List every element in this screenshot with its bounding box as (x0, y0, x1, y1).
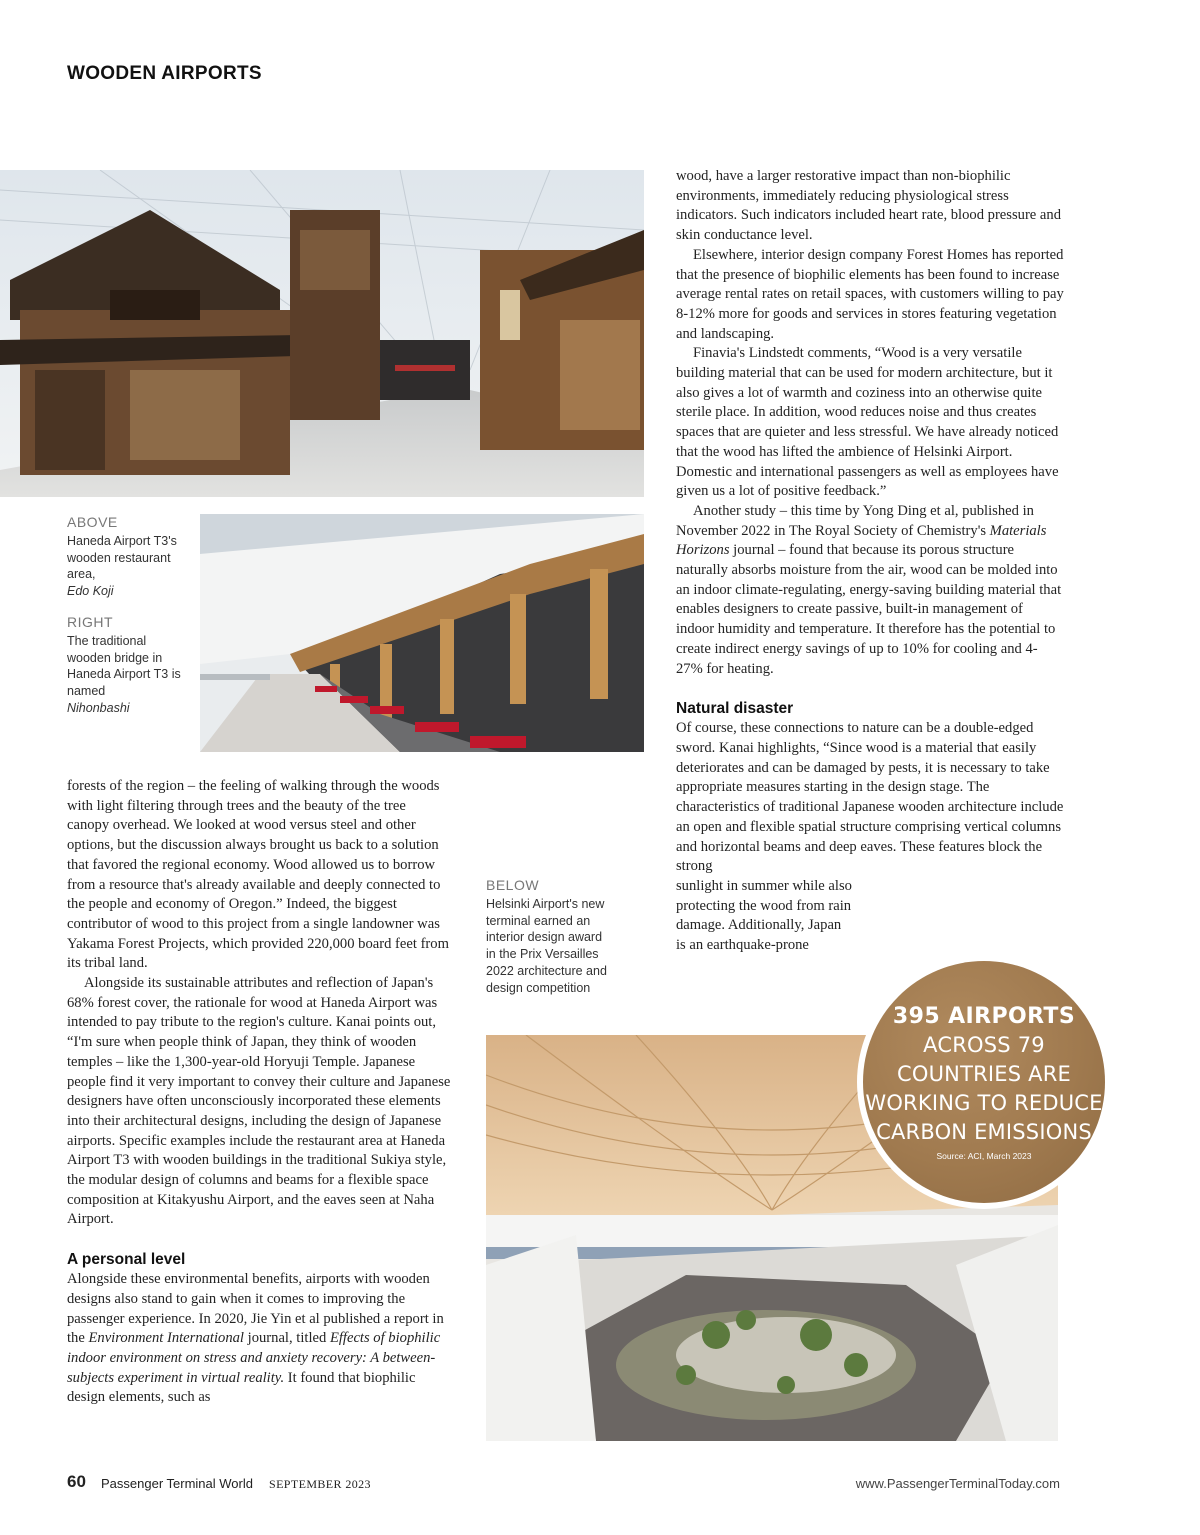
stat-source: Source: ACI, March 2023 (936, 1151, 1032, 1161)
caption-below (486, 877, 608, 996)
caption-right-credit: Nihonbashi (67, 700, 130, 715)
caption-above-text: Haneda Airport T3's wooden restaurant area, (67, 534, 177, 582)
right-paragraph: Elsewhere, interior design company Forest Homes has reported that the presence of biophilic elements has been found to increase average rental rates on retail spaces, with customers willing to pay 8-12% more for goods and services in stores featuring vegetation and landscaping. (676, 246, 1064, 342)
right-paragraph: Finavia's Lindstedt comments, “Wood is a very versatile building material that can be used for modern architecture, but it also gives a lot of warmth and coziness into an otherwise quite sterile place. In addition, wood reduces noise and thus creates spaces that are quieter and less stressful. We have already noticed that the wood has lifted the ambience of Helsinki Airport. Domestic and international passengers as well as employees have given us a lot of positive feedback.” (676, 345, 1059, 500)
caption-above-label: ABOVE (67, 514, 118, 530)
right-paragraph: Another study – this time by Yong Ding et al, published in November 2022 in The Royal Society of Chemistry's Materials Horizons journal – found that because its porous structure naturally absorbs moisture from the air, wood can be molded into an indoor climate-regulating, energy-saving building material that enables designers to create passive, built-in management of indoor humidity and temperature. It therefore has the potential to create indirect energy savings of up to 10% for cooling and 4-27% for heating. (676, 502, 1062, 677)
photo-haneda-restaurant (0, 170, 644, 497)
caption-right-text: The traditional wooden bridge in Haneda Airport T3 is named (67, 633, 181, 698)
stat-line: COUNTRIES ARE (897, 1062, 1071, 1086)
right-wrap-line: protecting the wood from rain (676, 897, 852, 914)
caption-right-label: RIGHT (67, 613, 114, 630)
right-paragraph: Of course, these connections to nature can be a double-edged sword. Kanai highlights, “Since wood is a material that easily deteriorates and can be damaged by pests, it is necessary to take appropriate measures starting in the design stage. The characteristics of traditional Japanese wooden architecture include an open and flexible spatial structure comprising vertical columns and horizontal beams and deep eaves. These features block the strong (676, 720, 1064, 875)
photo-nihonbashi-bridge (200, 514, 644, 752)
issue-date: SEPTEMBER 2023 (269, 1477, 371, 1491)
left-paragraph: forests of the region – the feeling of walking through the woods with light filtering through trees and the beauty of the tree canopy overhead. We looked at wood versus steel and other options, but the discussion always brought us back to a solution that favored the regional economy. Wood allowed us to borrow from a resource that's already available and deeply connected to the people and economy of Oregon.” Indeed, the biggest contributor of wood to this project from a single landowner was Yakama Forest Projects, which provided 220,000 board feet from its tribal land. (67, 778, 449, 972)
subheading-natural-disaster: Natural disaster (676, 700, 794, 718)
publication-name: Passenger Terminal World (101, 1476, 253, 1491)
section-title: WOODEN AIRPORTS (67, 63, 262, 84)
caption-below-text: Helsinki Airport's new terminal earned an interior design award in the Prix Versailles 2022 architecture and design competition (486, 897, 607, 995)
stat-circle (863, 961, 1105, 1203)
subheading-personal-level: A personal level (67, 1251, 186, 1269)
stat-callout (857, 955, 1111, 1209)
right-paragraph: wood, have a larger restorative impact than non-biophilic environments, immediately reducing physiological stress indicators. Such indicators included heart rate, blood pressure and skin conductance level. (676, 168, 1061, 244)
left-paragraph: Alongside its sustainable attributes and reflection of Japan's 68% forest cover, the rationale for wood at Haneda Airport was intended to pay tribute to the region's culture. Kanai points out, “I'm sure when people think of Japan, they think of wooden temples – like the 1,300-year-old Horyuji Temple. Japanese people find it very important to convey their culture and Japanese designers have often unconsciously incorporated these elements into their architectural designs, including the design of Japanese airports. Specific examples include the restaurant area at Haneda Airport T3 with wooden buildings in the traditional Sukiya style, the modular design of columns and beams for a flexible space composition at Kitakyushu Airport, and the eaves seen at Naha Airport. (67, 975, 451, 1228)
caption-below-label: BELOW (486, 877, 540, 893)
left-paragraph: Alongside these environmental benefits, airports with wooden designs also stand to gain when it comes to improving the passenger experience. In 2020, Jie Yin et al published a report in the Environment International journal, titled Effects of biophilic indoor environment on stress and anxiety recovery: A between-subjects experiment in virtual reality. It found that biophilic design elements, such as (67, 1271, 444, 1406)
caption-above-right (67, 514, 187, 716)
stat-headline: 395 AIRPORTS (892, 1004, 1076, 1029)
stat-line: ACROSS 79 (923, 1033, 1045, 1057)
right-wrap-line: sunlight in summer while also (676, 877, 852, 894)
article-right-column (676, 167, 1064, 956)
stat-line: CARBON EMISSIONS (876, 1120, 1092, 1144)
website-link[interactable]: www.PassengerTerminalToday.com (855, 1476, 1060, 1491)
article-left-column (67, 777, 451, 1408)
page-number: 60 (67, 1472, 86, 1491)
caption-above-credit: Edo Koji (67, 584, 114, 599)
right-wrap-line: is an earthquake-prone (676, 937, 809, 954)
stat-line: WORKING TO REDUCE (865, 1091, 1103, 1115)
right-wrap-line: damage. Additionally, Japan (676, 917, 842, 934)
